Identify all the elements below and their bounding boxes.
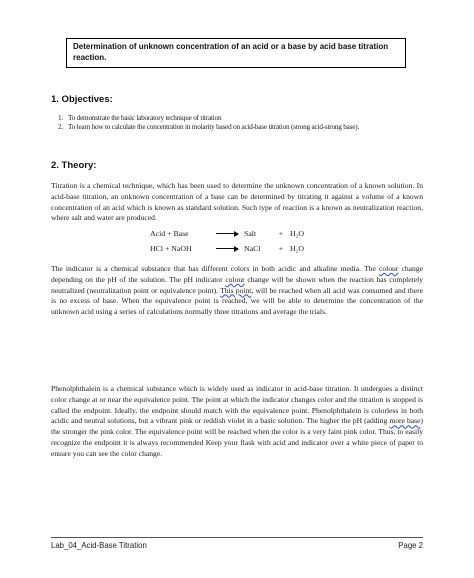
equation-product-water: H₂O [290, 244, 304, 253]
reaction-arrow-icon [216, 233, 238, 234]
equation-product-salt: NaCl [244, 244, 261, 253]
theory-paragraph-1: Titration is a chemical technique, which has been used to determine the unknown concentration of a known solution. In acid-base titration, an unknown concentration of a base can be determined by titrating it against a volume of a known concentration of an acid which is known as standard solution. Such type of reaction is a known as neutralization reaction, where salt and water are produced. [51, 181, 423, 223]
spelling-flagged-word: colour [378, 264, 399, 273]
text-run: , will be reached when all acid was consumed and there is no excess of base. When the equivalence point is reached, we will be able to determine the concentration of the unknown acid using a series of calculations normally three titrations and average the trials. [51, 285, 423, 317]
spelling-flagged-word: more base [389, 416, 421, 426]
equation-general [150, 229, 304, 238]
text-run: Phenolphthalein is a chemical substance which is widely used as indicator in acid-base titration. It undergoes a distinct color change at or near the equivalence point. The point at which the indicator changes color and the titration is stopped is called the endpoint. Ideally, the endpoint should match with the equivalence point. Phenolphthalein is colorless in both acidic and neutral solutions, but a vibrant pink or reddish violet in a basic solution. The higher the pH (adding [51, 384, 423, 426]
text-run: ) the stronger the pink color. The equivalence point will be reached when the color is a very faint pink color. Thus, to easily recognize the endpoint it is always recommended Keep your flask with acid and indicator over a white piece of paper to ensure you can see the color change. [51, 416, 423, 458]
text-run: change will be shown when the reaction has completely neutralized (neutralization point or equivalence point). [51, 274, 423, 295]
objective-item [58, 123, 423, 132]
equation-plus: + [278, 244, 284, 253]
reaction-arrow-icon [216, 248, 238, 249]
equation-product-water: H₂O [290, 229, 304, 238]
theory-heading: 2. Theory: [51, 160, 97, 171]
objective-text: To demonstrate the basic laboratory technique of titration [68, 114, 222, 122]
equation-product-salt: Salt [244, 229, 257, 238]
objectives-list [58, 114, 423, 132]
page-number: Page 2 [398, 541, 423, 550]
equation-specific [150, 244, 304, 253]
text-run: change depending on the pH of the solution. The pH indicator [51, 264, 423, 284]
spelling-flagged-word: colour [225, 274, 245, 284]
title-box: Determination of unknown concentration of an acid or a base by acid base titration reaction. [66, 38, 406, 68]
objective-number: 1. [58, 114, 63, 122]
objective-item [58, 114, 423, 123]
theory-paragraph-2 [51, 264, 423, 318]
text-run: The indicator is a chemical substance that has different colors in both acidic and alkaline media. The [51, 264, 379, 273]
spelling-flagged-word: This point [220, 285, 252, 295]
equation-reactants: Acid + Base [150, 229, 189, 238]
objective-number: 2. [58, 123, 63, 132]
footer-title: Lab_04_Acid-Base Titration [51, 541, 147, 550]
equation-reactants: HCl + NaOH [150, 244, 192, 253]
theory-paragraph-3 [51, 384, 423, 460]
objectives-heading: 1. Objectives: [51, 94, 113, 105]
objective-text: To learn how to calculate the concentration in molarity based on acid-base titration (strong acid-strong base). [68, 123, 360, 132]
footer-divider [51, 537, 423, 538]
equation-plus: + [278, 229, 284, 238]
